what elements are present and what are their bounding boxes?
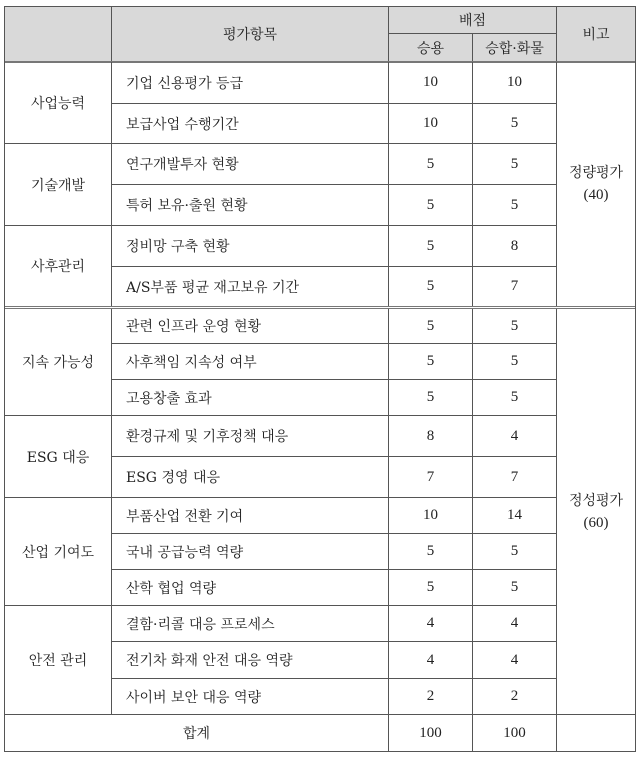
passenger-score: 4 <box>389 642 473 679</box>
remark-quantitative <box>557 62 635 307</box>
item-cell: 국내 공급능력 역량 <box>112 534 389 570</box>
remark-quantitative-label: 정량평가 <box>568 165 624 181</box>
passenger-score: 5 <box>389 267 473 307</box>
category-cell: 사업능력 <box>5 62 112 144</box>
header-van-truck: 승합·화물 <box>473 34 557 62</box>
item-cell: 연구개발투자 현황 <box>112 144 389 185</box>
van-truck-score: 4 <box>473 642 557 679</box>
van-truck-score: 7 <box>473 457 557 498</box>
van-truck-score: 7 <box>473 267 557 307</box>
header-passenger: 승용 <box>389 34 473 62</box>
van-truck-score: 14 <box>473 498 557 534</box>
passenger-score: 5 <box>389 144 473 185</box>
passenger-score: 4 <box>389 606 473 642</box>
item-cell: 정비망 구축 현황 <box>112 226 389 267</box>
van-truck-score: 5 <box>473 570 557 606</box>
van-truck-score: 8 <box>473 226 557 267</box>
passenger-score: 10 <box>389 62 473 104</box>
item-cell: ESG 경영 대응 <box>112 457 389 498</box>
van-truck-score: 5 <box>473 344 557 380</box>
total-passenger: 100 <box>389 715 473 751</box>
item-cell: 보급사업 수행기간 <box>112 104 389 144</box>
header-score: 배점 <box>389 7 557 34</box>
total-remark <box>557 715 635 751</box>
item-cell: 특허 보유·출원 현황 <box>112 185 389 226</box>
item-cell: 부품산업 전환 기여 <box>112 498 389 534</box>
item-cell: 전기차 화재 안전 대응 역량 <box>112 642 389 679</box>
category-cell: ESG 대응 <box>5 416 112 498</box>
header-blank <box>5 7 112 62</box>
van-truck-score: 10 <box>473 62 557 104</box>
remark-qualitative-label: 정성평가 <box>568 492 624 509</box>
passenger-score: 10 <box>389 104 473 144</box>
van-truck-score: 5 <box>473 185 557 226</box>
passenger-score: 5 <box>389 344 473 380</box>
van-truck-score: 5 <box>473 534 557 570</box>
passenger-score: 7 <box>389 457 473 498</box>
item-cell: 고용창출 효과 <box>112 380 389 416</box>
passenger-score: 5 <box>389 534 473 570</box>
item-cell: 관련 인프라 운영 현황 <box>112 309 389 344</box>
van-truck-score: 5 <box>473 309 557 344</box>
item-cell: 환경규제 및 기후정책 대응 <box>112 416 389 457</box>
passenger-score: 10 <box>389 498 473 534</box>
header-remark: 비고 <box>557 7 635 62</box>
category-cell: 안전 관리 <box>5 606 112 715</box>
total-van-truck: 100 <box>473 715 557 751</box>
category-cell: 지속 가능성 <box>5 309 112 416</box>
item-cell: 산학 협업 역량 <box>112 570 389 606</box>
van-truck-score: 5 <box>473 104 557 144</box>
category-cell: 산업 기여도 <box>5 498 112 606</box>
van-truck-score: 4 <box>473 416 557 457</box>
van-truck-score: 5 <box>473 144 557 185</box>
passenger-score: 5 <box>389 570 473 606</box>
remark-qualitative <box>557 309 635 715</box>
total-label: 합계 <box>5 715 389 751</box>
header-item: 평가항목 <box>112 7 389 62</box>
item-cell: 사후책임 지속성 여부 <box>112 344 389 380</box>
van-truck-score: 4 <box>473 606 557 642</box>
category-cell: 기술개발 <box>5 144 112 226</box>
van-truck-score: 5 <box>473 380 557 416</box>
item-cell: 기업 신용평가 등급 <box>112 62 389 104</box>
remark-quantitative-points: (40) <box>583 187 609 203</box>
passenger-score: 5 <box>389 185 473 226</box>
remark-qualitative-points: (60) <box>583 514 609 531</box>
passenger-score: 5 <box>389 380 473 416</box>
passenger-score: 5 <box>389 309 473 344</box>
category-cell: 사후관리 <box>5 226 112 307</box>
passenger-score: 2 <box>389 679 473 715</box>
passenger-score: 5 <box>389 226 473 267</box>
item-cell: A/S부품 평균 재고보유 기간 <box>112 267 389 307</box>
evaluation-table <box>4 6 636 752</box>
item-cell: 결함·리콜 대응 프로세스 <box>112 606 389 642</box>
van-truck-score: 2 <box>473 679 557 715</box>
item-cell: 사이버 보안 대응 역량 <box>112 679 389 715</box>
passenger-score: 8 <box>389 416 473 457</box>
